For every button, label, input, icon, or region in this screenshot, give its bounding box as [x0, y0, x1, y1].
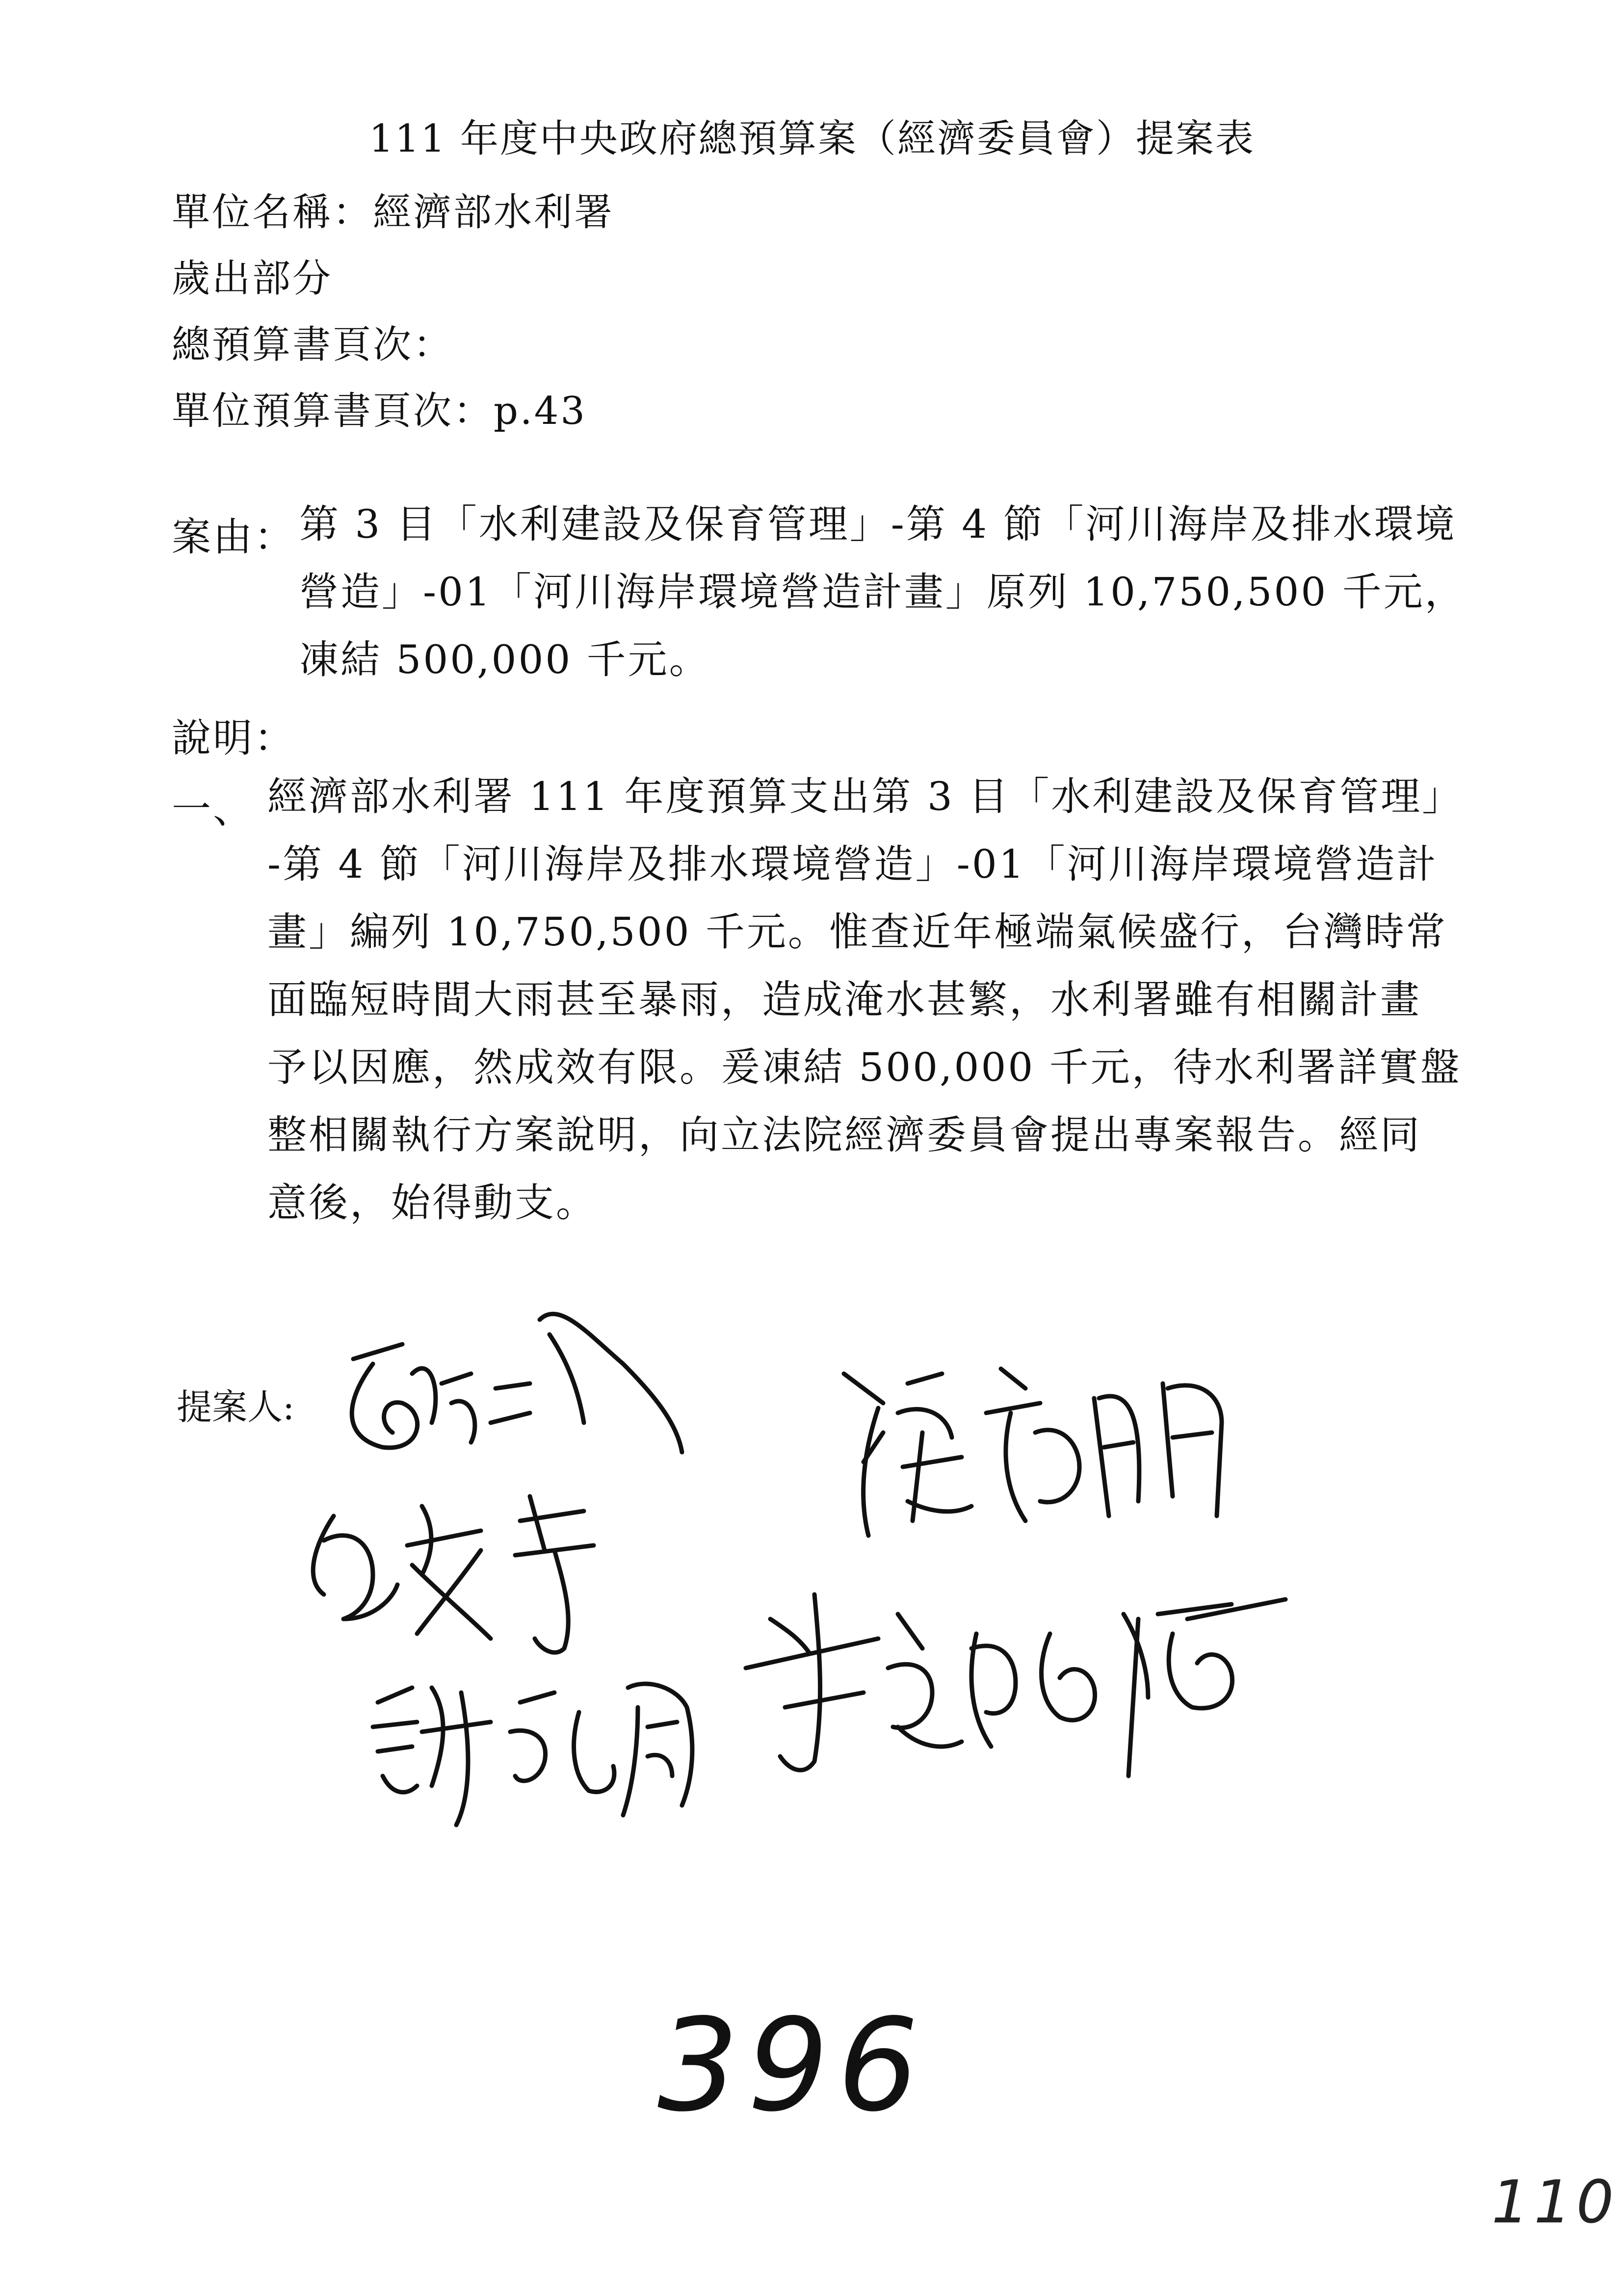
handwritten-page-mark: 110 — [1492, 2168, 1619, 2237]
handwritten-page-number: 396 — [657, 1992, 928, 2140]
case-line: 營造」-01「河川海岸環境營造計畫」原列 10,750,500 千元， — [299, 569, 1466, 615]
explanation-line: -第 4 節「河川海岸及排水環境營造」-01「河川海岸環境營造計 — [267, 841, 1438, 887]
unit-name: 單位名稱：經濟部水利署 — [172, 190, 615, 235]
explanation-line: 面臨短時間大雨甚至暴雨，造成淹水甚繁，水利署雖有相關計畫 — [267, 977, 1421, 1022]
proposer-label: 提案人: — [177, 1386, 295, 1428]
case-line: 第 3 目「水利建設及保育管理」-第 4 節「河川海岸及排水環境 — [299, 501, 1457, 547]
explanation-label: 說明： — [172, 715, 295, 761]
explanation-line: 整相關執行方案說明，向立法院經濟委員會提出專案報告。經同 — [267, 1112, 1421, 1158]
explanation-line: 意後，始得動支。 — [267, 1180, 597, 1226]
explanation-line: 經濟部水利署 111 年度預算支出第 3 目「水利建設及保育管理」 — [267, 774, 1464, 819]
explanation-line: 畫」編列 10,750,500 千元。惟查近年極端氣候盛行，台灣時常 — [267, 909, 1447, 955]
general-budget-page: 總預算書頁次： — [172, 323, 454, 367]
case-line: 凍結 500,000 千元。 — [299, 637, 710, 682]
explanation-line: 予以因應，然成效有限。爰凍結 500,000 千元，待水利署詳實盤 — [267, 1044, 1462, 1090]
case-label: 案由： — [172, 514, 295, 560]
section-name: 歲出部分 — [172, 257, 333, 301]
document-title: 111 年度中央政府總預算案（經濟委員會）提案表 — [369, 117, 1255, 161]
unit-budget-page: 單位預算書頁次：p.43 — [172, 389, 587, 433]
explanation-item-marker: 一、 — [172, 786, 254, 832]
